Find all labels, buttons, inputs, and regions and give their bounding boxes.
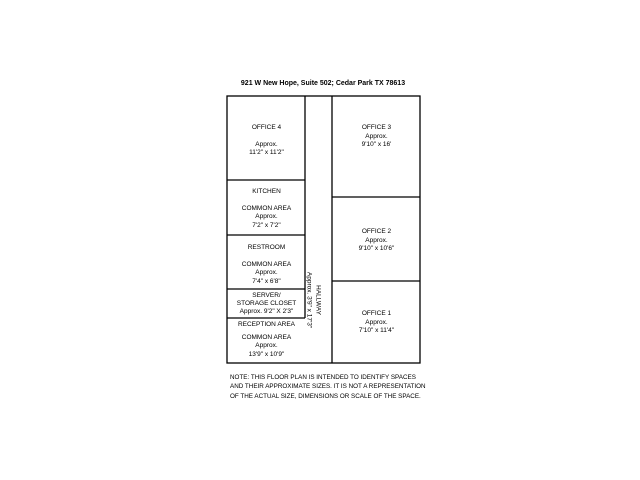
- room-name: KITCHEN: [252, 188, 281, 195]
- room-size: 9'10" x 10'6": [358, 245, 395, 252]
- room-approx: Approx.: [365, 132, 388, 140]
- room-office-3: [333, 124, 420, 150]
- room-size: 7'4" x 6'8": [252, 277, 281, 285]
- room-approx: Approx.: [255, 140, 278, 148]
- room-office-4: [228, 124, 305, 158]
- room-size: 7'10" x 11'4": [358, 327, 395, 334]
- room-name: RESTROOM: [247, 244, 286, 251]
- room-server-storage-closet: [228, 292, 305, 316]
- room-approx: Approx.: [255, 342, 278, 349]
- hallway-size: Approx. 3'9" x 17'3": [306, 271, 313, 329]
- room-approx: Approx.: [255, 213, 278, 220]
- room-area-type: COMMON AREA: [241, 260, 292, 268]
- room-name: OFFICE 1: [361, 310, 392, 317]
- room-size: 7'2" x 7'2": [252, 221, 281, 229]
- room-approx: Approx.: [255, 269, 278, 276]
- room-size: Approx. 9'2" X 2'3": [239, 308, 294, 315]
- room-name: RECEPTION AREA: [237, 321, 296, 328]
- room-office-2: [333, 228, 420, 254]
- room-name-line-2: STORAGE CLOSET: [236, 300, 297, 307]
- disclaimer-note: NOTE: THIS FLOOR PLAN IS INTENDED TO IDENTIFY SPACES AND THEIR APPROXIMATE SIZES. IT IS NOT A REPRESENTATION OF THE ACTUAL SIZE, DIMENSIONS OR SCALE OF THE SPACE.: [230, 374, 426, 400]
- hallway-label: [305, 272, 322, 328]
- room-kitchen: [228, 188, 305, 230]
- hallway-name: HALLWAY: [314, 285, 322, 315]
- room-name: OFFICE 2: [361, 228, 392, 235]
- room-name: OFFICE 3: [361, 124, 392, 131]
- room-reception-area: [228, 321, 305, 359]
- room-size: 13'9" x 10'9": [248, 350, 285, 358]
- room-size: 9'10" x 16': [361, 141, 392, 148]
- room-area-type: COMMON AREA: [241, 204, 292, 212]
- room-restroom: [228, 244, 305, 286]
- room-office-1: [333, 310, 420, 336]
- room-size: 11'2" x 11'2": [249, 149, 284, 156]
- room-name-line-1: SERVER/: [252, 292, 281, 299]
- room-approx: Approx.: [365, 236, 388, 244]
- room-area-type: COMMON AREA: [241, 333, 292, 341]
- room-name: OFFICE 4: [251, 124, 282, 131]
- room-approx: Approx.: [365, 318, 388, 326]
- address-title: 921 W New Hope, Suite 502; Cedar Park TX 78613: [240, 80, 406, 87]
